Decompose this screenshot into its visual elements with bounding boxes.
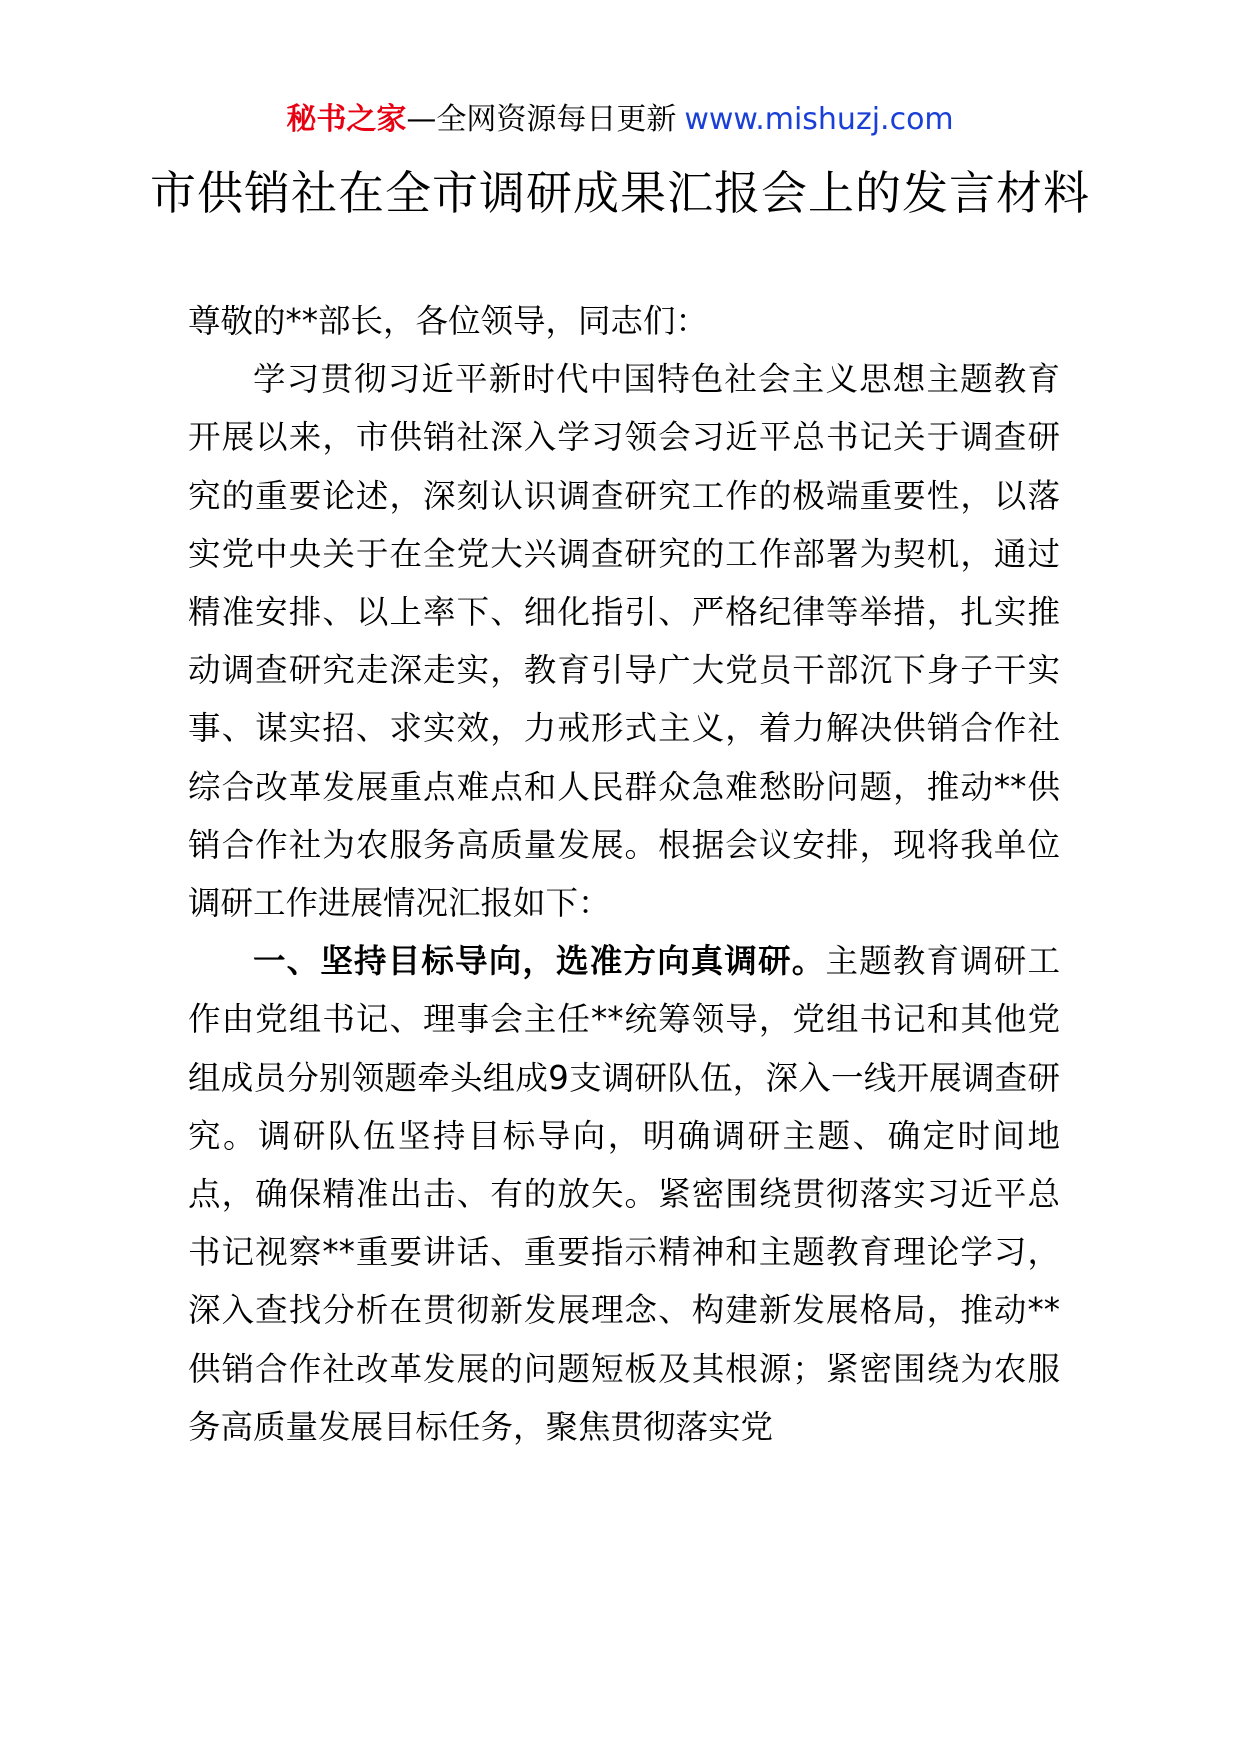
section-1-body: 主题教育调研工作由党组书记、理事会主任**统筹领导，党组书记和其他党组成员分别领题牵头组成9支调研队伍，深入一线开展调查研究。调研队伍坚持目标导向，明确调研主题、确定时间地点，确保精准出击、有的放矢。紧密围绕贯彻落实习近平总书记视察**重要讲话、重要指示精神和主题教育理论学习，深入查找分析在贯彻新发展理念、构建新发展格局，推动**供销合作社改革发展的问题短板及其根源；紧密围绕为农服务高质量发展目标任务，聚焦贯彻落实党 bbox=[188, 942, 1060, 1446]
header-tagline: —全网资源每日更新 bbox=[406, 102, 677, 137]
paragraph-section-1 bbox=[188, 932, 1060, 1456]
site-url-link[interactable]: www.mishuzj.com bbox=[684, 102, 954, 137]
paragraph-intro: 学习贯彻习近平新时代中国特色社会主义思想主题教育开展以来，市供销社深入学习领会习近平总书记关于调查研究的重要论述，深刻认识调查研究工作的极端重要性，以落实党中央关于在全党大兴调查研究的工作部署为契机，通过精准安排、以上率下、细化指引、严格纪律等举措，扎实推动调查研究走深走实，教育引导广大党员干部沉下身子干实事、谋实招、求实效，力戒形式主义，着力解决供销合作社综合改革发展重点难点和人民群众急难愁盼问题，推动**供销合作社为农服务高质量发展。根据会议安排，现将我单位调研工作进展情况汇报如下： bbox=[188, 360, 1060, 923]
section-1-heading: 一、坚持目标导向，选准方向真调研。 bbox=[253, 942, 826, 981]
brand-name: 秘书之家 bbox=[286, 102, 407, 137]
document-body bbox=[188, 292, 1060, 1456]
document-title: 市供销社在全市调研成果汇报会上的发言材料 bbox=[150, 166, 1090, 220]
site-header bbox=[0, 100, 1240, 140]
salutation: 尊敬的**部长，各位领导，同志们： bbox=[188, 302, 709, 340]
